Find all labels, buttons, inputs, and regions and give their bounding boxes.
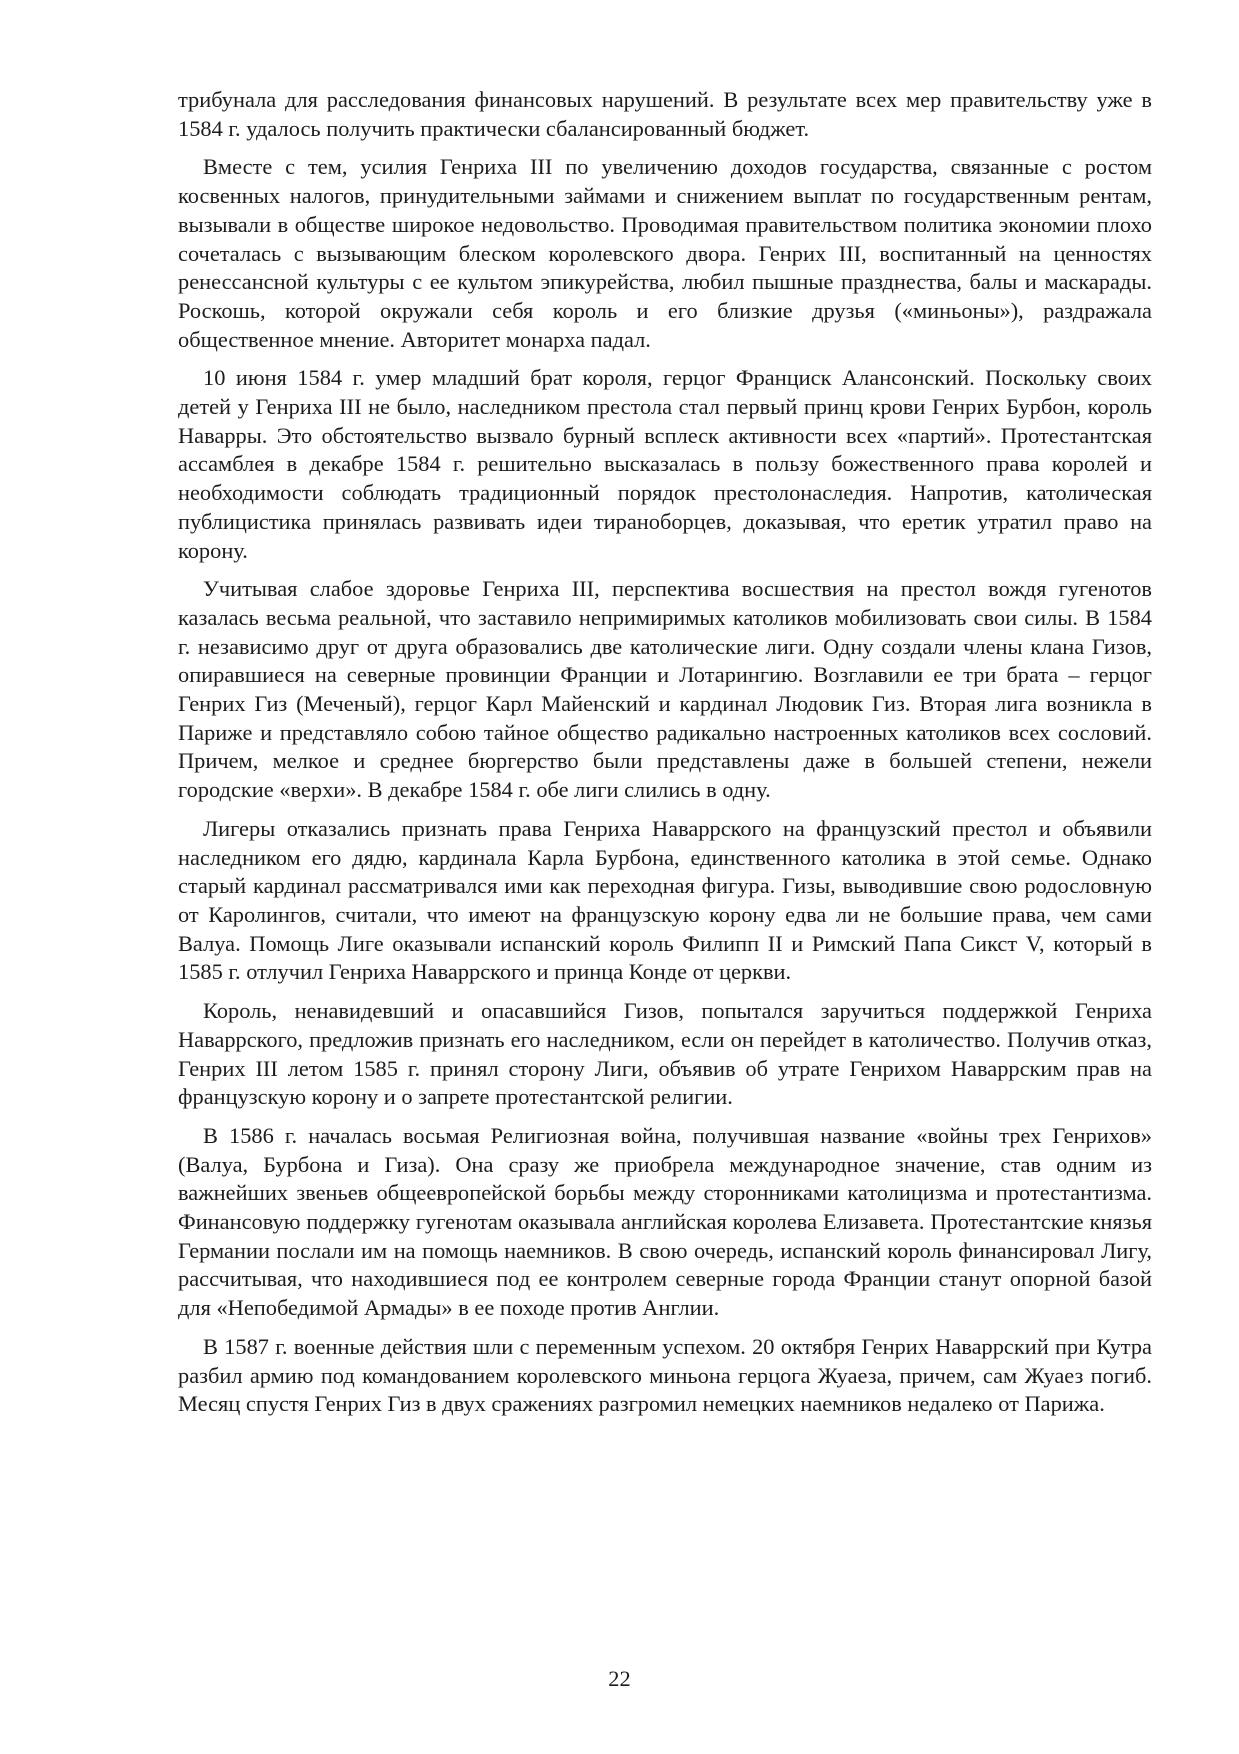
paragraph: В 1587 г. военные действия шли с переменным успехом. 20 октября Генрих Наваррский при Кутра разбил армию под командованием королевского миньона герцога Жуаеза, причем, сам Жуаез погиб. Месяц спустя Генрих Гиз в двух сражениях разгромил немецких наемников недалеко от Парижа.	[178, 1333, 1152, 1417]
paragraph: В 1586 г. началась восьмая Религиозная война, получившая название «войны трех Генрихов» (Валуа, Бурбона и Гиза). Она сразу же приобрела международное значение, став одним из важнейших звеньев общеевропейской борьбы между сторонниками католицизма и протестантизма. Финансовую поддержку гугенотам оказывала английская королева Елизавета. Протестантские князья Германии послали им на помощь наемников. В свою очередь, испанский король финансировал Лигу, рассчитывая, что находившиеся под ее контролем северные города Франции станут опорной базой для «Непобедимой Армады» в ее походе против Англии.	[178, 1122, 1152, 1321]
paragraph: Король, ненавидевший и опасавшийся Гизов, попытался заручиться поддержкой Генриха Наваррского, предложив признать его наследником, если он перейдет в католичество. Получив отказ, Генрих III летом 1585 г. принял сторону Лиги, объявив об утрате Генрихом Наваррским прав на французскую корону и о запрете протестантской религии.	[178, 998, 1152, 1110]
paragraph: Вместе с тем, усилия Генриха III по увеличению доходов государства, связанные с ростом косвенных налогов, принудительными займами и снижением выплат по государственным рентам, вызывали в обществе широкое недовольство. Проводимая правительством политика экономии плохо сочеталась с вызывающим блеском королевского двора. Генрих III, воспитанный на ценностях ренессансной культуры с ее культом эпикурейства, любил пышные празднества, балы и маскарады. Роскошь, которой окружали себя король и его близкие друзья («миньоны»), раздражала общественное мнение. Авторитет монарха падал.	[178, 154, 1152, 352]
paragraph: Лигеры отказались признать права Генриха Наваррского на французский престол и объявили наследником его дядю, кардинала Карла Бурбона, единственного католика в этой семье. Однако старый кардинал рассматривался ими как переходная фигура. Гизы, выводившие свою родословную от Каролингов, считали, что имеют на французскую корону едва ли не большие права, чем сами Валуа. Помощь Лиге оказывали испанский король Филипп II и Римский Папа Сикст V, который в 1585 г. отлучил Генриха Наваррского и принца Конде от церкви.	[178, 815, 1152, 985]
document-body	[178, 86, 1152, 1429]
paragraph-continuation: трибунала для расследования финансовых нарушений. В результате всех мер правительству уже в 1584 г. удалось получить практически сбалансированный бюджет.	[178, 87, 1152, 141]
paragraph: 10 июня 1584 г. умер младший брат короля, герцог Франциск Алансонский. Поскольку своих детей у Генриха III не было, наследником престола стал первый принц крови Генрих Бурбон, король Наварры. Это обстоятельство вызвало бурный всплеск активности всех «партий». Протестантская ассамблея в декабре 1584 г. решительно высказалась в пользу божественного права королей и необходимости соблюдать традиционный порядок престолонаследия. Напротив, католическая публицистика принялась развивать идеи тираноборцев, доказывая, что еретик утратил право на корону.	[178, 365, 1152, 563]
paragraph: Учитывая слабое здоровье Генриха III, перспектива восшествия на престол вождя гугенотов казалась весьма реальной, что заставило непримиримых католиков мобилизовать свои силы. В 1584 г. независимо друг от друга образовались две католические лиги. Одну создали члены клана Гизов, опиравшиеся на северные провинции Франции и Лотарингию. Возглавили ее три брата – герцог Генрих Гиз (Меченый), герцог Карл Майенский и кардинал Людовик Гиз. Вторая лига возникла в Париже и представляло собою тайное общество радикально настроенных католиков всех сословий. Причем, мелкое и среднее бюргерство были представлены даже в большей степени, нежели городские «верхи». В декабре 1584 г. обе лиги слились в одну.	[178, 576, 1152, 803]
page-number: 22	[608, 1666, 631, 1691]
